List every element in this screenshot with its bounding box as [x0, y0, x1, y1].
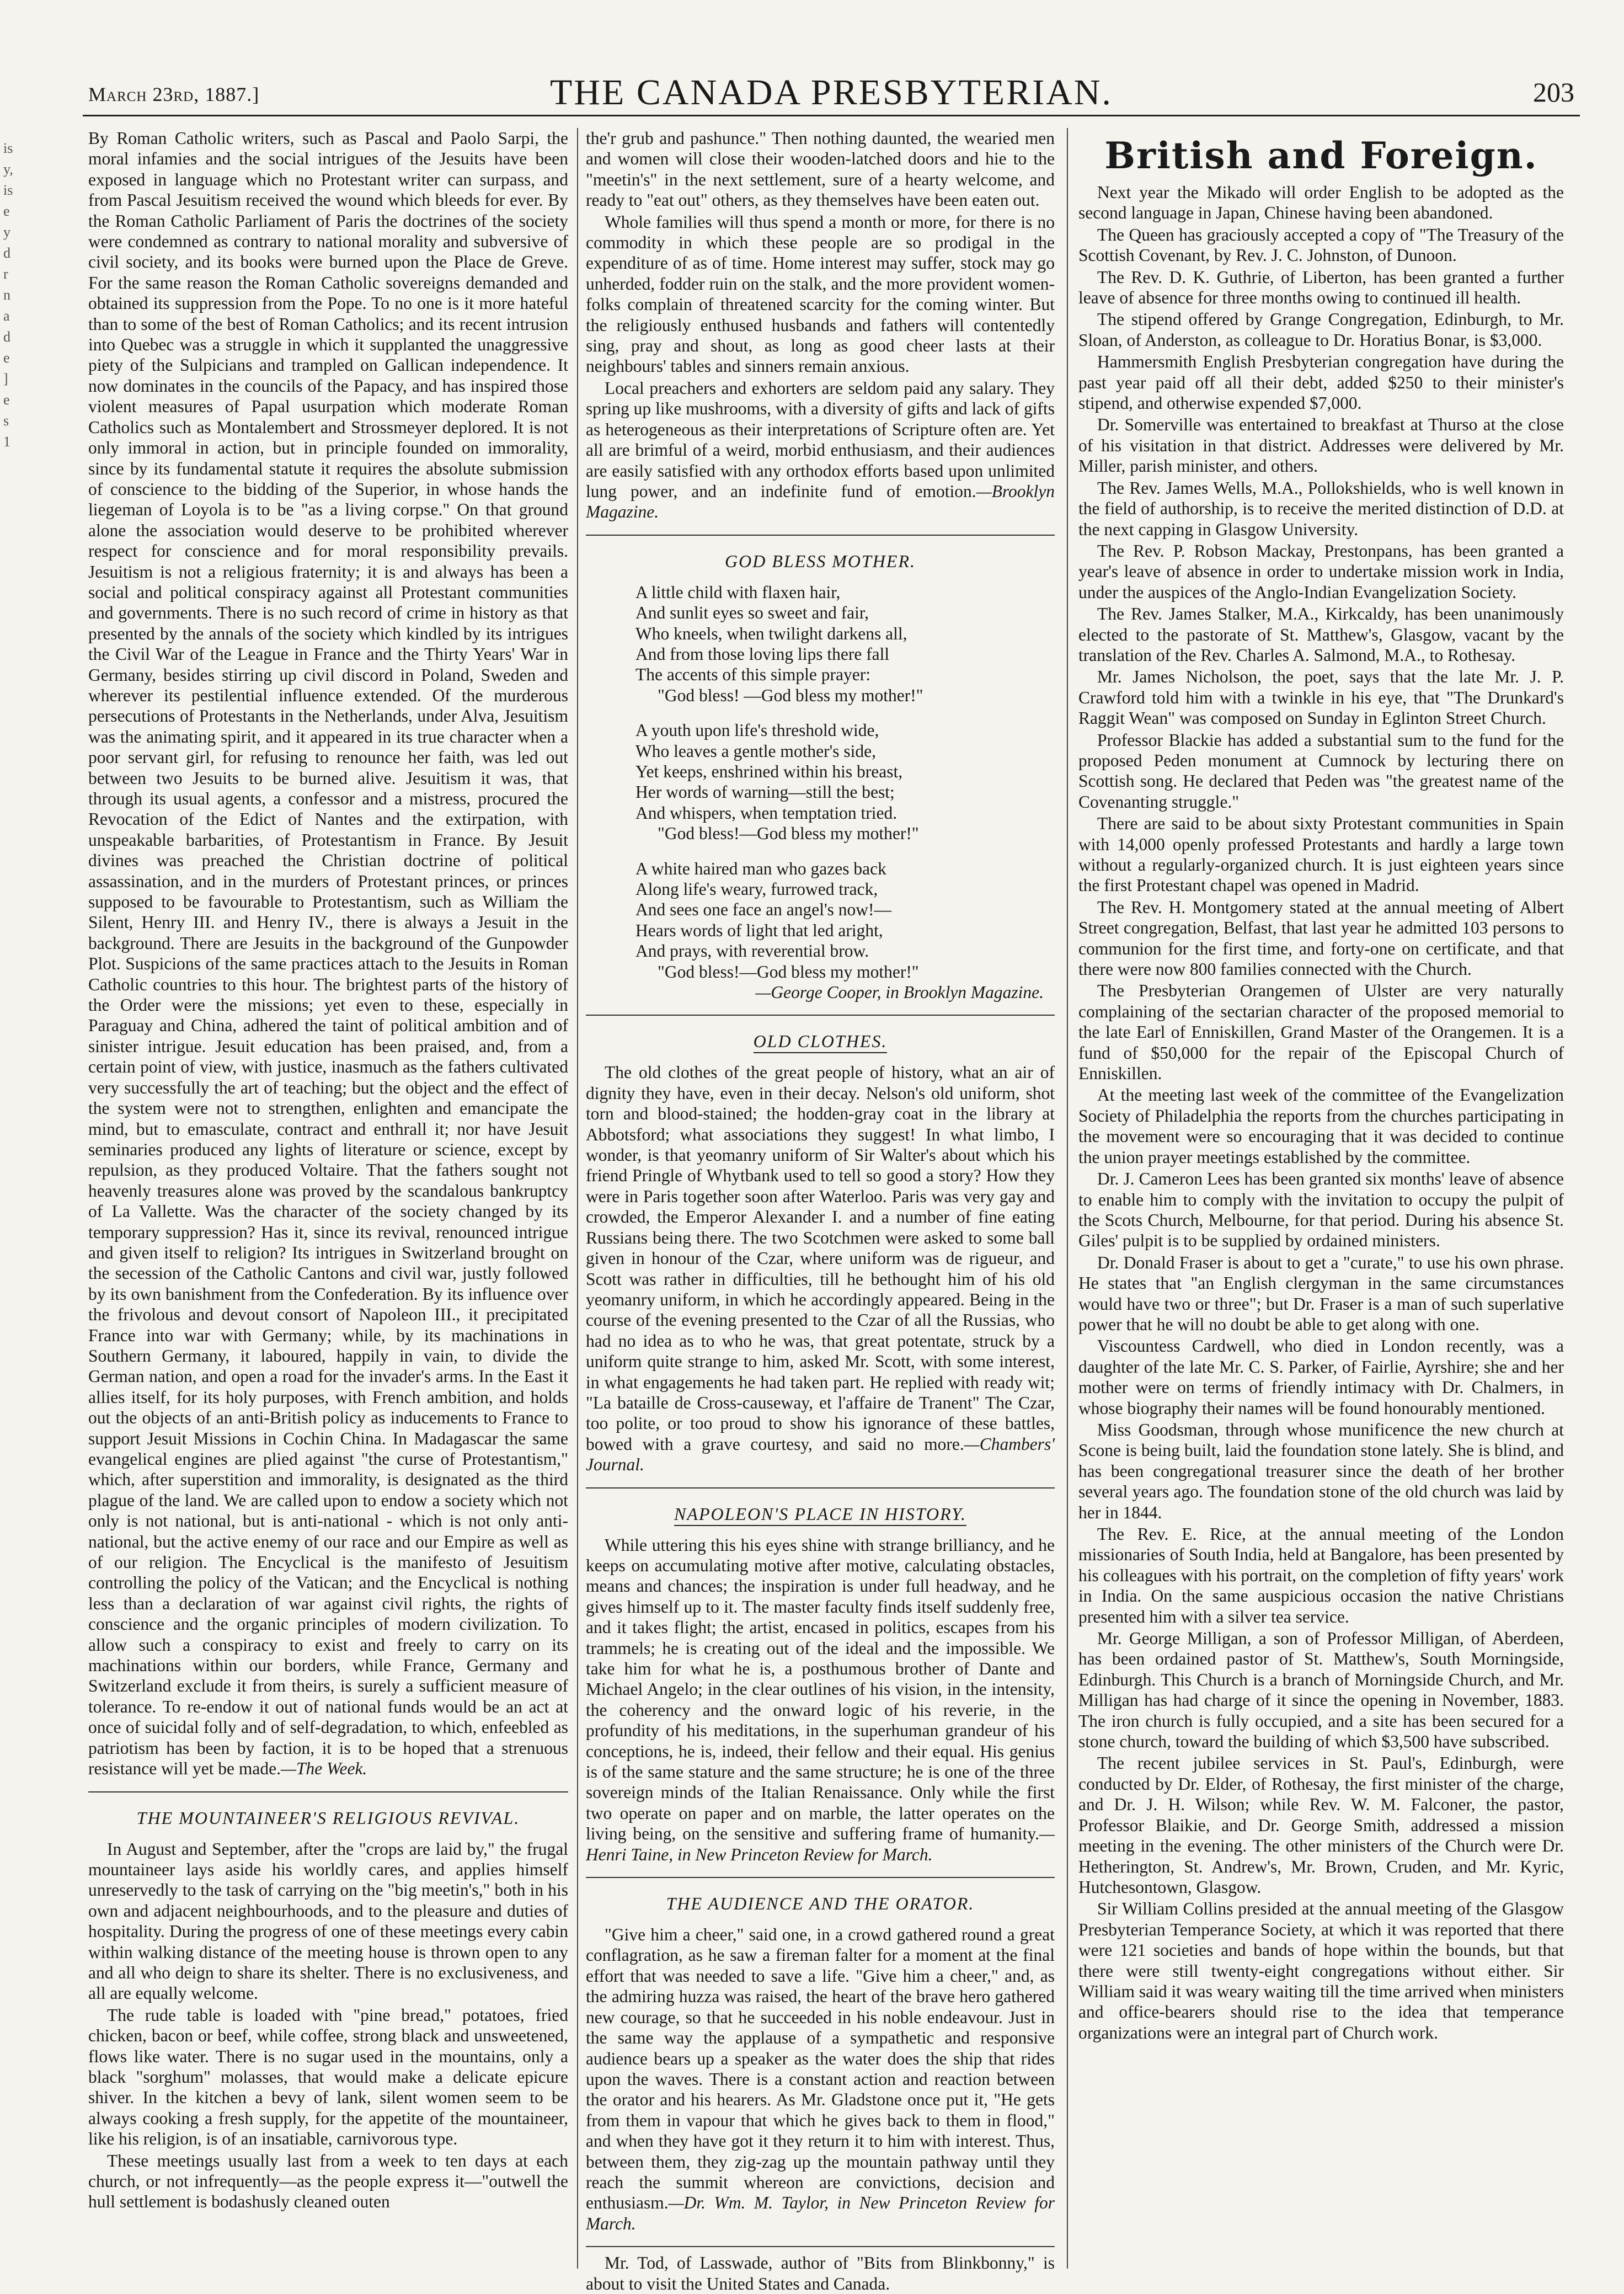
- paragraph: Mr. Tod, of Lasswade, author of "Bits from Blinkbonny," is about to visit the United States and Canada.: [586, 2253, 1055, 2293]
- poem: [635, 582, 1055, 1003]
- margin-mark: e: [3, 392, 10, 408]
- poem-line: The accents of this simple prayer:: [635, 665, 870, 685]
- poem-line: "God bless!—God bless my mother!": [658, 824, 919, 844]
- section-rule: [586, 1487, 1055, 1489]
- margin-mark: e: [3, 203, 10, 219]
- poem-line: Yet keeps, enshrined within his breast,: [635, 761, 903, 781]
- page-header: [83, 72, 1580, 113]
- paragraph-text: While uttering this his eyes shine with strange brilliancy, and he keeps on accumulating motive after motive, calculating obstacles, means and chances; the inspiration is under full headway, and he gives himself up to it. The master faculty finds itself suddenly free, and it takes flight; the artist, encased in politics, escapes from his trammels; he is creating out of the ideal and the impossible. We take him for what he is, a posthumous brother of Dante and Michael Angelo; in the clear outlines of his vision, in the intensity, the coherency and the onward logic of his reverie, in the profundity of his meditations, in the superhuman grandeur of his conceptions, he is, indeed, their fellow and their equal. His genius is of the same stature and the same structure; he is one of the three sovereign minds of the Italian Renaissance. Only while the first two operate on paper and on marble, the latter operates on the living being, on the sensitive and suffering frame of humanity.: [586, 1535, 1055, 1844]
- paragraph: Whole families will thus spend a month or more, for there is no commodity in which these people are so prodigal in the expenditure of as of time. Home interest may suffer, stock may go unherded, fodder ruin on the stalk, and the more provident women-folks complain of threatened scarcity for the coming winter. But the religiously enthused husbands and fathers will contentedly sing, pray and shout, as long as good cheer lasts at their neighbours' tables and sinners remain anxious.: [586, 212, 1055, 376]
- margin-mark: a: [3, 308, 10, 324]
- news-item: There are said to be about sixty Protestant communities in Spain with 14,000 openly professed Protestants and hardly a large town without a regularly-organized church. It is just eighteen years since the first Protestant chapel was opened in Madrid.: [1078, 814, 1564, 895]
- margin-mark: e: [3, 350, 10, 366]
- news-item: The Rev. James Stalker, M.A., Kirkcaldy, has been unanimously elected to the pastorate of St. Matthew's, Glasgow, vacant by the translation of the Rev. Charles A. Salmond, M.A., to Rothesay.: [1078, 604, 1564, 665]
- poem-line: And from those loving lips there fall: [635, 644, 890, 664]
- column-2: [586, 128, 1055, 2293]
- margin-mark: is: [3, 140, 13, 156]
- news-item: Professor Blackie has added a substantial sum to the fund for the proposed Peden monument at Cumnock by lecturing there on Scottish song. He declared that Peden was "the greatest name of the Covenanting struggle.": [1078, 730, 1564, 812]
- news-item: The Queen has graciously accepted a copy of "The Treasury of the Scottish Covenant, by Rev. J. C. Johnston, of Dunoon.: [1078, 225, 1564, 265]
- poem-line: "God bless!—God bless my mother!": [658, 962, 919, 981]
- margin-mark: is: [3, 182, 13, 198]
- article-source: —Chambers' Journal.: [586, 1434, 1055, 1475]
- paragraph: [586, 1535, 1055, 1865]
- section-rule: [586, 535, 1055, 536]
- column-divider: [1067, 128, 1068, 2269]
- news-item: The stipend offered by Grange Congregation, Edinburgh, to Mr. Sloan, of Anderston, as colleague to Dr. Horatius Bonar, is $3,000.: [1078, 310, 1564, 350]
- column-divider: [577, 128, 578, 2269]
- poem-line: And sunlit eyes so sweet and fair,: [635, 603, 869, 623]
- poem-line: "God bless! —God bless my mother!": [658, 685, 923, 705]
- article-jesuits: [88, 128, 568, 1779]
- article-title-mountaineer: THE MOUNTAINEER'S RELIGIOUS REVIVAL.: [136, 1807, 520, 1828]
- section-rule: [586, 1015, 1055, 1016]
- margin-marks: [3, 138, 14, 452]
- news-item: The Rev. E. Rice, at the annual meeting of the London missionaries of South India, held at Bangalore, has been presented by his colleagues with his portrait, on the completion of fifty years' work in India. On the same auspicious occasion the native Christians presented him with a silver tea service.: [1078, 1524, 1564, 1626]
- issue-date: March 23rd, 1887.]: [88, 83, 260, 105]
- margin-mark: r: [3, 266, 8, 282]
- news-item: Mr. George Milligan, a son of Professor Milligan, of Aberdeen, has been ordained pastor of St. Matthew's, South Morningside, Edinburgh. This Church is a branch of Morningside Church, and Mr. Milligan has had charge of it since the opening in November, 1883. The iron church is fully occupied, and a site has been secured for a stone church, toward the building of which $3,500 have subscribed.: [1078, 1629, 1564, 1752]
- title-text: OLD CLOTHES.: [754, 1031, 888, 1053]
- article-text: By Roman Catholic writers, such as Pascal and Paolo Sarpi, the moral infamies and the social intrigues of the Jesuits have been exposed in language which no Protestant writer can surpass, and from Pascal Jesuitism received the wound which bleeds for ever. By the Roman Catholic Parliament of Paris the doctrines of the society were condemned as contrary to national morality and subversive of civil society, and its books were burned upon the Place de Greve. For the same reason the Roman Catholic sovereigns demanded and obtained its suppression from the Pope. To no one is it more hateful than to some of the best of Roman Catholics; and its recent intrusion into Quebec was a struggle in which it supplanted the unaggressive piety of the Sulpicians and trampled on Gallican independence. It now dominates in the councils of the Papacy, and has inspired those violent measures of Papal usurpation which moderate Roman Catholics such as Montalembert and Strossmeyer deplored. It is not only immoral in action, but in principle founded on immorality, since by its fundamental statute it requires the absolute submission of conscience to the bidding of the Superior, in whose hands the liegeman of Loyola is to be "as a living corpse." On that ground alone the association would deserve to be prohibited wherever respect for conscience and for moral responsibility prevails. Jesuitism is not a religious fraternity; it is and always has been a social and political conspiracy against all Protestant communities and governments. There is no such record of crime in history as that presented by the annals of the society which kindled by its intrigues the Civil War of the League in France and the Thirty Years' War in Germany, besides stirring up civil discord in Poland, Sweden and wherever its pestilential influence extended. Of the murderous persecutions of Protestants in the Netherlands, under Alva, Jesuitism was the animating spirit, and it appeared in its true character when a poor servant girl, for refusing to renounce her faith, was led out between two Jesuits to be burned alive. Jesuitism it was, that through its usual agents, a confessor and a mistress, procured the Revocation of the Edict of Nantes and the extirpation, with unspeakable barbarities, of Protestantism in France. By Jesuit divines was preached the Christian doctrine of political assassination, and in the murders of Protestant princes, or princes supposed to be favourable to Protestantism, such as William the Silent, Henry III. and Henry IV., there is always a Jesuit in the background. There are Jesuits in the background of the Gunpowder Plot. Suspicions of the same practices attach to the Jesuits in Roman Catholic countries to this hour. The brightest parts of the history of the Order were the missions; yet even to these, especially in Paraguay and China, adhered the taint of political ambition and of sinister intrigue. Jesuit education has been praised, and, from a certain point of view, with justice, inasmuch as the fathers cultivated very successfully the art of teaching; but the object and the effect of the system were not to strengthen, enlighten and emancipate the mind, but to emasculate, contract and enthrall it; nor have Jesuit seminaries produced any lights of literature or science, except by repulsion, as they produced Voltaire. That the fathers sought not heavenly treasures alone was proved by the scandalous bankruptcy of La Vallette. Was the character of the society changed by its temporary suppression? Has it, since its revival, renounced intrigue and given itself to religion? Its intrigues in Switzerland brought on the secession of the Catholic Cantons and civil war, justly followed by its own banishment from the Confederation. By its influence over the frivolous and devout consort of Napoleon III., it precipitated France into war with Germany; while, by its machinations in Southern Germany, it laboured, happily in vain, to divide the German nation, and open a road for the invader's arms. In the East it allies itself, for its holy purposes, with French ambition, and holds out the objects of an anti-British policy as inducements to France to support Jesuit Missions in Cochin China. In Madagascar the same evangelical engines are plied against "the curse of Protestantism," which, after superstition and immorality, is designated as the third plague of the land. We are called upon to endow a society which not only is not national, but is anti-national - which is not only anti-national, but the active enemy of our race and our Empire as well as of our religion. The Encyclical is the manifesto of Jesuitism controlling the policy of the Vatican; and the Encyclical is nothing less than a declaration of war against civil rights, the rights of conscience and the organic principles of modern civilization. To allow such a conspiracy to exist and freely to carry on its machinations within our borders, while France, Germany and Switzerland exclude it from theirs, is surely a sufficient measure of tolerance. To re-endow it out of national funds would be an act at once of suicidal folly and of self-degradation, to which, enfeebled as patriotism has been by faction, it is to be hoped that a strenuous resistance will yet be made.: [88, 129, 568, 1779]
- stanza-break: [635, 844, 1055, 858]
- poem-attribution: —George Cooper, in Brooklyn Magazine.: [755, 983, 1044, 1002]
- poem-line: And sees one face an angel's now!—: [635, 900, 892, 920]
- poem-line: And prays, with reverential brow.: [635, 941, 869, 961]
- paragraph: In August and September, after the "crops are laid by," the frugal mountaineer lays aside his worldly cares, and applies himself unreservedly to the task of carrying on the "big meetin's," both in his own and adjacent neighbourhoods, and to the pleasure and duties of hospitality. During the progress of one of these meetings every cabin within walking distance of the meeting house is thrown open to any and all who deign to share its shelter. There is no exclusiveness, and all are equally welcome.: [88, 1839, 568, 2003]
- article-source: —Brooklyn Magazine.: [586, 481, 1055, 522]
- column-1: [88, 128, 568, 2269]
- section-rule: [586, 1877, 1055, 1878]
- page-number: 203: [1533, 77, 1574, 108]
- margin-mark: y: [3, 224, 10, 240]
- poem-line: Her words of warning—still the best;: [635, 782, 895, 802]
- news-item: Dr. J. Cameron Lees has been granted six months' leave of absence to enable him to comply with the invitation to occupy the pulpit of the Scots Church, Melbourne, for that period. During his absence St. Giles' pulpit is to be supplied by ordained ministers.: [1078, 1169, 1564, 1251]
- margin-mark: d: [3, 245, 10, 261]
- news-item: The Rev. P. Robson Mackay, Prestonpans, has been granted a year's leave of absence in order to undertake mission work in India, under the auspices of the Anglo-Indian Evangelization Society.: [1078, 541, 1564, 602]
- news-item: The Rev. James Wells, M.A., Pollokshields, who is well known in the field of authorship, is to receive the merited distinction of D.D. at the next capping in Glasgow University.: [1078, 478, 1564, 539]
- news-item: The Rev. H. Montgomery stated at the annual meeting of Albert Street congregation, Belfast, that last year he admitted 103 persons to communion for the first time, and forty-one on certificate, and that there were now 800 families connected with the Church.: [1078, 897, 1564, 979]
- section-rule: [586, 2246, 1055, 2247]
- news-item: The Rev. D. K. Guthrie, of Liberton, has been granted a further leave of absence for three months owing to continued ill health.: [1078, 267, 1564, 308]
- news-item: The recent jubilee services in St. Paul's, Edinburgh, were conducted by Dr. Elder, of Rothesay, the first minister of the charge, and Dr. J. H. Wilson; while Rev. W. M. Falconer, the pastor, Professor Blaikie, and Dr. George Smith, addressed a mission meeting in the evening. The other ministers of the Church were Dr. Hetherington, St. Andrew's, Mr. Brown, Cruden, and Mr. Kyric, Hutchesontown, Glasgow.: [1078, 1753, 1564, 1897]
- article-source: —Henri Taine, in New Princeton Review for March.: [586, 1824, 1055, 1864]
- paragraph: [586, 1924, 1055, 2234]
- article-title-old-clothes: [586, 1030, 1055, 1052]
- paragraph-text: The old clothes of the great people of history, what an air of dignity they have, even in their decay. Nelson's old uniform, shot torn and blood-stained; the hodden-gray coat in the library at Abbotsford; what associations they suggest! In what limbo, I wonder, is that yeomanry uniform of Sir Walter's about which his friend Pringle of Whytbank used to tell so good a story? How they were in Paris together soon after Waterloo. Paris was very gay and crowded, the Emperor Alexander I. and a number of fine eating Russians being there. The two Scotchmen were asked to some ball given in honour of the Czar, where uniform was de rigueur, and Scott was rather in difficulties, till he bethought him of his old yeomanry uniform, in which he accordingly appeared. Being in the course of the evening presented to the Czar of all the Russias, who had no idea as to who he was, that great potentate, struck by a uniform quite strange to him, asked Mr. Scott, with some interest, in what engagements he had taken part. He replied with ready wit; "La bataille de Cross-causeway, et l'affaire de Tranent" The Czar, too polite, or too proud to show his ignorance of these battles, bowed with a grave courtesy, and said no more.: [586, 1063, 1055, 1454]
- margin-mark: 1: [3, 434, 10, 450]
- poem-line: A white haired man who gazes back: [635, 858, 886, 878]
- paragraph: [586, 378, 1055, 522]
- poem-line: And whispers, when temptation tried.: [635, 803, 898, 823]
- article-title-audience: THE AUDIENCE AND THE ORATOR.: [666, 1893, 975, 1914]
- paragraph: [586, 1062, 1055, 1475]
- paragraph: These meetings usually last from a week to ten days at each church, or not infrequently—as the people express it—"outwell the hull settlement is bodashusly cleaned outen: [88, 2151, 568, 2212]
- news-item: Hammersmith English Presbyterian congregation have during the past year paid off all their debt, added $250 to their minister's stipend, and otherwise expended $7,000.: [1078, 352, 1564, 413]
- section-heading: British and Foreign.: [1104, 134, 1538, 177]
- paragraph: The rude table is loaded with "pine bread," potatoes, fried chicken, bacon or beef, while coffee, strong black and unsweetened, flows like water. There is no sugar used in the mountains, only a black "sorghum" molasses, that would make a delicate epicure shiver. In the kitchen a bevy of lank, silent women seem to be always cooking a fresh supply, for the appetite of the mountaineer, like his religion, is of an insatiable, carnivorous type.: [88, 2005, 568, 2149]
- news-item: Dr. Donald Fraser is about to get a "curate," to use his own phrase. He states that "an English clergyman in the same circumstances would have two or three"; but Dr. Fraser is a man of such superlative power that he will no doubt be able to get along with one.: [1078, 1252, 1564, 1334]
- poem-line: A youth upon life's threshold wide,: [635, 721, 879, 740]
- poem-line: Hears words of light that led aright,: [635, 920, 883, 940]
- newspaper-title: THE CANADA PRESBYTERIAN.: [550, 72, 1113, 113]
- title-text: NAPOLEON'S PLACE IN HISTORY.: [674, 1504, 966, 1526]
- poem-line: Who leaves a gentle mother's side,: [635, 741, 877, 761]
- margin-mark: n: [3, 287, 10, 303]
- paragraph-text: "Give him a cheer," said one, in a crowd gathered round a great conflagration, as he saw a fireman falter for a moment at the final effort that was needed to save a life. "Give him a cheer," and, as the admiring huzza was raised, the heart of the brave hero gathered new courage, so that he succeeded in his noble endeavour. Just in the same way the applause of a sympathetic and responsive audience bears up a speaker as the water does the ship that rides upon the waves. There is a constant action and reaction between the orator and his hearers. As Mr. Gladstone once put it, "He gets from them in vapour that which he gives back to them in flood," and when they have got it they return it to him with interest. Thus, between them, they zig-zag up the mountain pathway until they reach the summit whereon are convictions, decision and enthusiasm.: [586, 1925, 1055, 2213]
- news-item: Sir William Collins presided at the annual meeting of the Glasgow Presbyterian Temperance Society, at which it was reported that there were 121 societies and bands of hope within the bounds, but that there were still twenty-eight congregations without either. Sir William said it was weary waiting till the time arrived when ministers and office-bearers should rise to the idea that temperance organizations were an integral part of Church work.: [1078, 1899, 1564, 2042]
- poem-line: A little child with flaxen hair,: [635, 582, 841, 602]
- news-item: Next year the Mikado will order English to be adopted as the second language in Japan, Chinese having been abandoned.: [1078, 183, 1564, 223]
- paragraph: the'r grub and pashunce." Then nothing daunted, the wearied men and women will close their wooden-latched doors and hie to the "meetin's" in the next settlement, sure of a hearty welcome, and ready to "eat out" others, as they themselves have been eaten out.: [586, 129, 1055, 210]
- margin-mark: ]: [3, 371, 8, 387]
- stanza-break: [635, 706, 1055, 720]
- news-item: Viscountess Cardwell, who died in London recently, was a daughter of the late Mr. C. S. Parker, of Fairlie, Ayrshire; she and her mother were on terms of friendly intimacy with Dr. Chalmers, in whose biography their names will be found honourably mentioned.: [1078, 1336, 1564, 1418]
- poem-line: Along life's weary, furrowed track,: [635, 879, 878, 899]
- margin-mark: d: [3, 329, 10, 345]
- poem-line: Who kneels, when twilight darkens all,: [635, 623, 907, 643]
- margin-mark: s: [3, 413, 9, 429]
- news-item: The Presbyterian Orangemen of Ulster are very naturally complaining of the sectarian character of the proposed memorial to the late Earl of Enniskillen, Grand Master of the Orangemen. It is a fund of $50,000 for the repair of the Episcopal Church of Enniskillen.: [1078, 981, 1564, 1084]
- article-title-napoleon: [586, 1503, 1055, 1525]
- news-item: Miss Goodsman, through whose munificence the new church at Scone is being built, laid the foundation stone lately. She is blind, and has been congregational treasurer since the death of her brother several years ago. The foundation stone of the old church was laid by her in 1844.: [1078, 1420, 1564, 1522]
- news-item: At the meeting last week of the committee of the Evangelization Society of Philadelphia the reports from the churches participating in the movement were so encouraging that it was decided to continue the union prayer meetings established by the committee.: [1078, 1085, 1564, 1167]
- poem-title: GOD BLESS MOTHER.: [725, 551, 916, 571]
- article-source: —Dr. Wm. M. Taylor, in New Princeton Review for March.: [586, 2193, 1055, 2233]
- news-item: Dr. Somerville was entertained to breakfast at Thurso at the close of his visitation in that district. Addresses were delivered by Mr. Miller, parish minister, and others.: [1078, 415, 1564, 476]
- news-item: Mr. James Nicholson, the poet, says that the late Mr. J. P. Crawford told him with a twinkle in his eye, that "The Drunkard's Raggit Wean" was composed on Sunday in Eglinton Street Church.: [1078, 667, 1564, 728]
- header-rule: [83, 115, 1580, 116]
- column-3: [1078, 128, 1564, 2269]
- article-source: —The Week.: [281, 1759, 367, 1779]
- margin-mark: y,: [3, 161, 13, 177]
- section-rule: [88, 1791, 568, 1792]
- paragraph-text: Local preachers and exhorters are seldom paid any salary. They spring up like mushrooms, with a diversity of gifts and lack of gifts as heterogeneous as their interpretations of Scripture often are. Yet all are brimful of a weird, morbid enthusiasm, and their audiences are easily satisfied with any orthodox efforts based upon unlimited lung power, and an indefinite fund of emotion.: [586, 378, 1055, 501]
